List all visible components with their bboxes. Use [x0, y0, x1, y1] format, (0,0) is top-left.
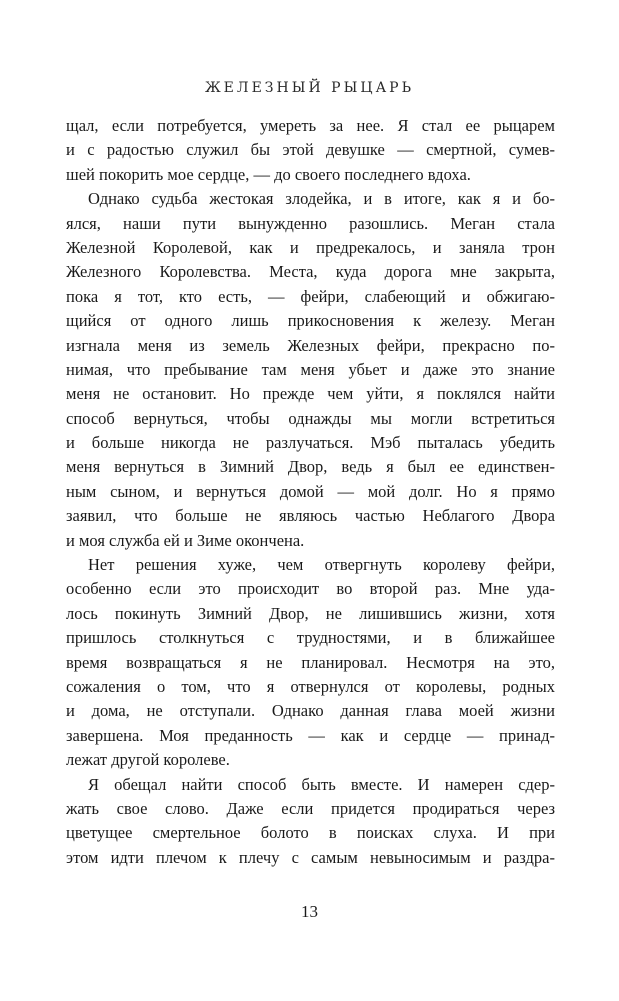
text-line: щал, если потребуется, умереть за нее. Я стал ее рыцарем — [66, 116, 555, 135]
text-line: лежат другой королеве. — [66, 750, 230, 770]
text-line: Нет решения хуже, чем отвергнуть королеву фейри, — [88, 555, 555, 575]
text-line: лось покинуть Зимний Двор, не лишившись жизни, хотя — [66, 603, 555, 623]
text-line: и больше никогда не разлучаться. Мэб пыталась убедить — [66, 433, 555, 453]
text-line: способ вернуться, чтобы однажды мы могли встретиться — [66, 408, 555, 428]
text-line: жать свое слово. Даже если придется продираться через — [66, 798, 555, 818]
text-line: заявил, что больше не являюсь частью Неблагого Двора — [66, 506, 555, 526]
text-line: завершена. Моя преданность — как и сердце — принад- — [66, 725, 555, 745]
text-line: пришлось столкнуться с трудностями, и в ближайшее — [66, 628, 555, 648]
text-line: Я обещал найти способ быть вместе. И намерен сдер- — [88, 774, 555, 794]
text-line: ным сыном, и вернуться домой — мой долг. Но я прямо — [66, 481, 555, 501]
text-line: и дома, не отступали. Однако данная глава моей жизни — [66, 701, 555, 721]
text-line: меня не остановит. Но прежде чем уйти, я поклялся найти — [66, 384, 555, 404]
text-line: и моя служба ей и Зиме окончена. — [66, 530, 305, 550]
text-line: щийся от одного лишь прикосновения к железу. Меган — [66, 311, 555, 331]
text-line: ялся, наши пути вынужденно разошлись. Меган стала — [66, 213, 555, 233]
text-line: шей покорить мое сердце, — до своего последнего вдоха. — [66, 164, 471, 184]
text-line: меня вернуться в Зимний Двор, ведь я был ее единствен- — [66, 457, 555, 477]
text-line: Железной Королевой, как и предрекалось, и заняла трон — [66, 237, 555, 257]
text-line: пока я тот, кто есть, — фейри, слабеющий и обжигаю- — [66, 286, 555, 306]
body-text — [66, 114, 555, 870]
text-line: Однако судьба жестокая злодейка, и в итоге, как я и бо- — [88, 189, 555, 209]
text-line: этом идти плечом к плечу с самым невыносимым и раздра- — [66, 847, 555, 867]
text-line: Железного Королевства. Места, куда дорога мне закрыта, — [66, 262, 555, 282]
text-line: цветущее смертельное болото в поисках слуха. И при — [66, 823, 555, 843]
text-line: изгнала меня из земель Железных фейри, прекрасно по- — [66, 335, 555, 355]
text-line: и с радостью служил бы этой девушке — смертной, сумев- — [66, 140, 555, 160]
running-head: ЖЕЛЕЗНЫЙ РЫЦАРЬ — [204, 80, 415, 96]
text-line: сожаления о том, что я отвернулся от королевы, родных — [66, 676, 555, 696]
page-number: 13 — [301, 902, 318, 921]
text-line: особенно если это происходит во второй раз. Мне уда- — [66, 579, 555, 599]
text-line: нимая, что пребывание там меня убьет и даже это знание — [66, 359, 555, 379]
text-line: время возвращаться я не планировал. Несмотря на это, — [66, 652, 555, 672]
